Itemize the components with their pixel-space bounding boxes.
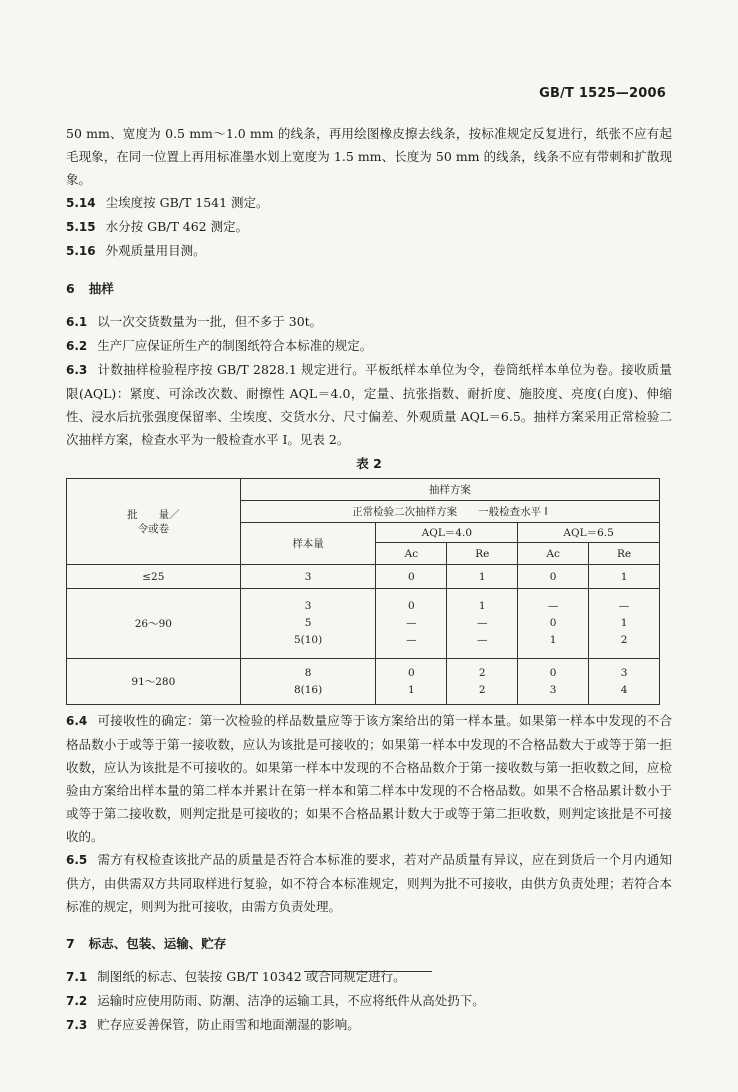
clause-number: 5.16 xyxy=(66,244,96,258)
sample-size-line: 8(16) xyxy=(293,683,323,696)
section-6-heading xyxy=(66,277,672,300)
section-7-heading xyxy=(66,932,672,955)
ac1-line: 1 xyxy=(408,683,415,696)
batch-cell: 91～280 xyxy=(67,659,241,705)
clause-text: 以一次交货数量为一批，但不多于 30t。 xyxy=(97,314,323,329)
re2-line: 4 xyxy=(620,683,628,696)
ac2-line: 0 xyxy=(549,666,557,679)
re1-line: 2 xyxy=(478,666,486,679)
page-content xyxy=(66,122,672,1037)
clause-5-15 xyxy=(66,215,672,239)
section-title: 抽样 xyxy=(88,281,114,296)
sample-size-line: 5 xyxy=(304,617,312,629)
batch-cell: 26～90 xyxy=(67,589,241,659)
ac2-line: 3 xyxy=(549,683,557,696)
clause-number: 6.2 xyxy=(66,339,88,353)
ac1-line: — xyxy=(406,634,417,646)
sample-size-line: 8 xyxy=(304,666,312,679)
ac1-line: 0 xyxy=(408,666,415,679)
batch-unit-header: 令或卷 xyxy=(137,522,170,535)
clause-text: 需方有权检查该批产品的质量是否符合本标准的要求，若对产品质量有异议，应在到货后一个月内通知供方，由供需双方共同取样进行复验，如不符合本标准规定，则判为批不可接收，由供方负责处理；若符合本标准的规定，则判为批可接收，由需方负责处理。 xyxy=(66,852,672,914)
sampling-plan-header: 抽样方案 xyxy=(240,479,659,501)
table-row xyxy=(67,659,660,705)
clause-number: 7.1 xyxy=(66,970,88,984)
batch-cell: ≤25 xyxy=(67,565,241,589)
ac-header: Ac xyxy=(518,543,589,565)
table-caption: 表 2 xyxy=(356,456,382,471)
re2-cell xyxy=(589,589,660,659)
re2-cell xyxy=(589,659,660,705)
clause-5-14 xyxy=(66,191,672,215)
ac2-cell xyxy=(518,589,589,659)
ac1-line: 0 xyxy=(408,600,415,612)
ac1-cell: 0 xyxy=(376,565,447,589)
plan-description-header: 正常检验二次抽样方案 一般检查水平 I xyxy=(240,501,659,523)
section-number: 7 xyxy=(66,936,75,951)
clause-7-2 xyxy=(66,989,672,1013)
clause-text: 运输时应使用防雨、防潮、洁净的运输工具，不应将纸件从高处扔下。 xyxy=(97,993,485,1008)
ac2-line: — xyxy=(547,600,559,612)
batch-header: 批 量／ xyxy=(127,508,180,521)
clause-text: 制图纸的标志、包装按 GB/T 10342 或合同规定进行。 xyxy=(97,969,406,984)
ac1-line: — xyxy=(406,617,417,629)
re-header: Re xyxy=(589,543,660,565)
end-rule xyxy=(304,971,432,972)
re1-line: — xyxy=(477,634,488,646)
re2-line: 2 xyxy=(620,634,628,646)
re2-line: 1 xyxy=(620,617,628,629)
sample-size-cell: 3 xyxy=(240,565,376,589)
clause-7-3 xyxy=(66,1013,672,1037)
clause-number: 5.15 xyxy=(66,220,96,234)
clause-text: 贮存应妥善保管，防止雨雪和地面潮湿的影响。 xyxy=(97,1017,360,1032)
clause-text: 尘埃度按 GB/T 1541 测定。 xyxy=(105,195,269,210)
clause-text: 可接收性的确定：第一次检验的样品数量应等于该方案给出的第一样本量。如果第一样本中发现的不合格品数小于或等于第一接收数，应认为该批是可接收的；如果第一样本中发现的不合格品数大于或等于第一拒收数，应认为该批是不可接收的。如果第一样本中发现的不合格品数介于第一接收数与第一拒收数之间，应检验由方案给出样本量的第二样本并累计在第一样本和第二样本中发现的不合格品数。如果不合格品累计数小于或等于第二接收数，则判定批是可接收的；如果不合格品累计数大于或等于第二拒收数，则判定该批是不可接收的。 xyxy=(66,713,672,844)
clause-6-1 xyxy=(66,310,672,334)
re1-line: — xyxy=(477,617,488,629)
clause-text: 水分按 GB/T 462 测定。 xyxy=(105,219,249,234)
sample-size-line: 5(10) xyxy=(293,634,323,646)
clause-text: 计数抽样检验程序按 GB/T 2828.1 规定进行。平板纸样本单位为令，卷筒纸样本单位为卷。接收质量限(AQL)：紧度、可涂改次数、耐擦性 AQL＝4.0，定量、抗张指数、耐折度、施胶度、亮度(白度)、伸缩性、浸水后抗张强度保留率、尘埃度、交货水分、尺寸偏差、外观质量 AQL＝6.5。抽样方案采用正常检验二次抽样方案，检查水平为一般检查水平 I。见表 2。 xyxy=(66,362,672,447)
clause-5-16 xyxy=(66,239,672,263)
ac1-cell xyxy=(376,659,447,705)
standard-number: GB/T 1525—2006 xyxy=(539,86,666,101)
aql-6-5-header: AQL＝6.5 xyxy=(518,523,660,543)
re-header: Re xyxy=(447,543,518,565)
sample-size-cell xyxy=(240,659,376,705)
intro-paragraph: 50 mm、宽度为 0.5 mm～1.0 mm 的线条，再用绘图橡皮擦去线条，按标准规定反复进行，纸张不应有起毛现象，在同一位置上再用标准墨水划上宽度为 1.5 mm、长度为 50 mm 的线条，线条不应有带刺和扩散现象。 xyxy=(66,126,672,187)
clause-number: 6.5 xyxy=(66,853,88,867)
clause-6-3 xyxy=(66,358,672,451)
table-row xyxy=(67,565,660,589)
re1-cell: 1 xyxy=(447,565,518,589)
section-title: 标志、包装、运输、贮存 xyxy=(88,936,227,951)
re2-cell: 1 xyxy=(589,565,660,589)
clause-number: 6.3 xyxy=(66,363,88,377)
clause-number: 7.2 xyxy=(66,994,88,1008)
clause-number: 7.3 xyxy=(66,1018,88,1032)
re2-line: — xyxy=(618,600,630,612)
sample-size-line: 3 xyxy=(304,600,312,612)
ac2-cell: 0 xyxy=(518,565,589,589)
clause-text: 外观质量用目测。 xyxy=(105,243,206,258)
ac1-cell xyxy=(376,589,447,659)
sample-size-cell xyxy=(240,589,376,659)
aql-4-header: AQL＝4.0 xyxy=(376,523,518,543)
table-row xyxy=(67,589,660,659)
clause-6-2 xyxy=(66,334,672,358)
section-number: 6 xyxy=(66,281,75,296)
ac2-line: 0 xyxy=(549,617,557,629)
clause-number: 6.1 xyxy=(66,315,88,329)
clause-6-5 xyxy=(66,848,672,918)
sampling-table xyxy=(66,478,660,705)
clause-number: 5.14 xyxy=(66,196,96,210)
sample-size-header: 样本量 xyxy=(240,523,376,565)
ac-header: Ac xyxy=(376,543,447,565)
clause-6-4 xyxy=(66,709,672,848)
re2-line: 3 xyxy=(620,666,628,679)
clause-text: 生产厂应保证所生产的制图纸符合本标准的规定。 xyxy=(97,338,373,353)
clause-7-1 xyxy=(66,965,672,989)
re1-line: 2 xyxy=(478,683,486,696)
ac2-cell xyxy=(518,659,589,705)
ac2-line: 1 xyxy=(549,634,557,646)
re1-line: 1 xyxy=(478,600,486,612)
re1-cell xyxy=(447,659,518,705)
batch-header-cell xyxy=(67,479,241,565)
re1-cell xyxy=(447,589,518,659)
clause-number: 6.4 xyxy=(66,714,88,728)
